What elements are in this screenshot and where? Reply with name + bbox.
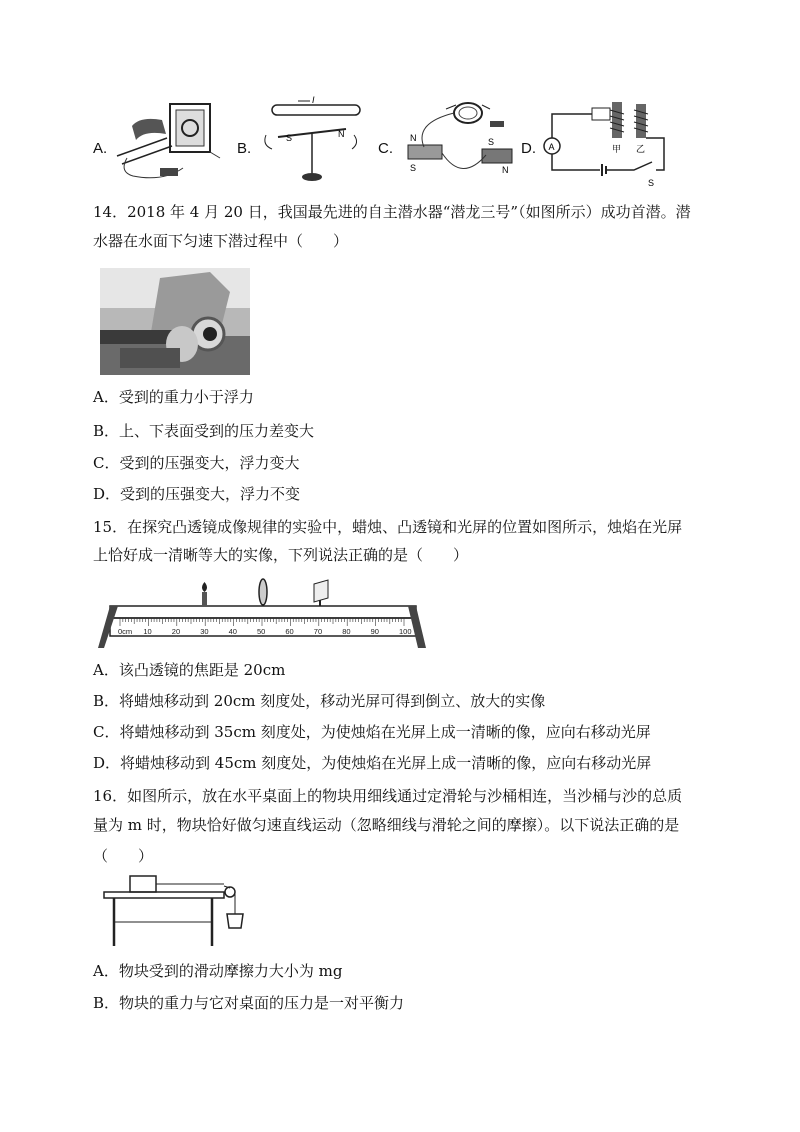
q16-option-a: A．物块受到的滑动摩擦力大小为 mg	[93, 962, 343, 980]
q16-option-b: B．物块的重力与它对桌面的压力是一对平衡力	[93, 994, 405, 1012]
q15-option-b: B．将蜡烛移动到 20cm 刻度处，移动光屏可得到倒立、放大的实像	[93, 692, 546, 710]
magnet-s-label-right: S	[488, 137, 495, 147]
convex-lens	[259, 579, 267, 606]
q13-figure-d	[540, 96, 670, 188]
q14-option-a: A．受到的重力小于浮力	[93, 388, 254, 406]
q16-stem-line2: 量为 m 时，物块恰好做匀速直线运动（忽略细线与滑轮之间的摩擦）。以下说法正确的是	[93, 816, 680, 834]
magnet-s-label-left: S	[410, 163, 417, 173]
q14-stem-line2: 水器在水面下匀速下潜过程中（ ）	[93, 232, 349, 250]
switch-label: S	[648, 178, 655, 188]
q15-option-a: A．该凸透镜的焦距是 20cm	[93, 661, 286, 679]
ruler-label: 80	[342, 627, 351, 636]
ruler-label: 70	[313, 627, 323, 636]
ruler-label: 90	[370, 627, 379, 636]
block	[130, 876, 156, 892]
q15-option-d: D．将蜡烛移动到 45cm 刻度处，为使烛焰在光屏上成一清晰的像，应向右移动光屏	[93, 754, 652, 772]
ruler-label: 100	[399, 627, 412, 636]
light-screen	[314, 580, 328, 606]
q14-option-d: D．受到的压强变大，浮力不变	[93, 485, 301, 503]
q13-figure-c	[396, 95, 526, 185]
q13-figure-a	[112, 98, 227, 183]
q14-stem-line1: 14．2018 年 4 月 20 日，我国最先进的自主潜水器“潜龙三号”（如图所示）成功首潜。潜	[93, 203, 691, 221]
magnet-n-label-left: N	[410, 133, 417, 143]
coil-jia-label: 甲	[612, 144, 622, 154]
magnet-n-label-right: N	[502, 165, 509, 175]
q15-stem-line1: 15．在探究凸透镜成像规律的实验中，蜡烛、凸透镜和光屏的位置如图所示，烛焰在光屏	[93, 518, 683, 536]
q13-option-a-label: A.	[93, 140, 108, 157]
q13-option-d-label: D.	[521, 140, 536, 157]
q14-submersible-photo	[100, 268, 250, 375]
candle	[202, 582, 207, 606]
ruler-label: 40	[228, 627, 237, 636]
q13-option-c-label: C.	[378, 140, 393, 157]
ruler-label: 20	[171, 627, 181, 636]
q15-stem-line2: 上恰好成一清晰等大的实像，下列说法正确的是（ ）	[93, 546, 469, 564]
coil-yi-label: 乙	[636, 144, 646, 154]
ruler-ticks	[120, 618, 404, 626]
q14-option-b: B．上、下表面受到的压力差变大	[93, 422, 315, 440]
pulley	[225, 887, 235, 897]
sand-bucket	[227, 914, 243, 928]
ruler-label: 10	[143, 627, 152, 636]
q15-option-c: C．将蜡烛移动到 35cm 刻度处，为使烛焰在光屏上成一清晰的像，应向右移动光屏	[93, 723, 651, 741]
q16-table-pulley-figure	[100, 872, 250, 952]
current-label: I	[312, 95, 315, 105]
ruler-label: 60	[285, 627, 294, 636]
ammeter-label: A	[548, 142, 555, 152]
needle-n-label: N	[338, 129, 345, 139]
ruler-label: 50	[257, 627, 266, 636]
q13-figure-b	[258, 95, 366, 185]
ruler-label: 0cm	[118, 627, 133, 636]
needle-s-label: S	[286, 133, 293, 143]
q14-option-c: C．受到的压强变大，浮力变大	[93, 454, 300, 472]
ruler-label: 30	[200, 627, 209, 636]
q15-optical-bench	[98, 578, 428, 650]
q16-stem-line3: （ ）	[93, 847, 154, 865]
ruler-labels	[118, 627, 412, 636]
q16-stem-line1: 16．如图所示，放在水平桌面上的物块用细线通过定滑轮与沙桶相连，当沙桶与沙的总质	[93, 787, 683, 805]
q13-option-b-label: B.	[237, 140, 252, 157]
